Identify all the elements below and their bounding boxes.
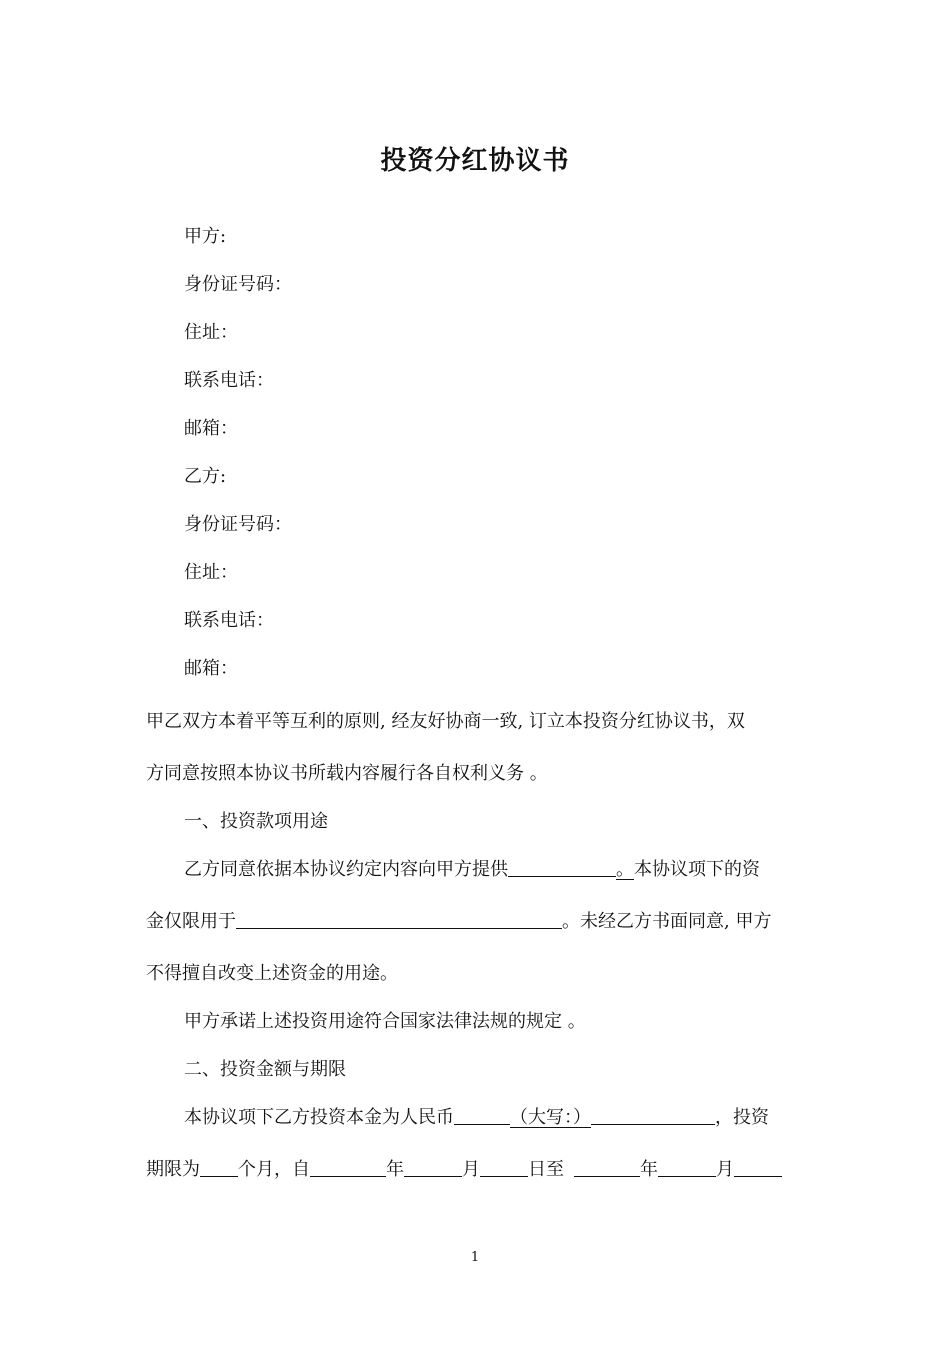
fill-blank-amount xyxy=(454,1106,510,1125)
fill-blank-amount-words xyxy=(591,1106,715,1125)
party-a-label: 甲方: xyxy=(184,226,227,247)
fill-blank-start-year xyxy=(310,1158,386,1177)
section-1-text: 。未经乙方书面同意, 甲方 xyxy=(562,911,772,932)
party-a-phone-field: 联系电话： xyxy=(184,370,274,391)
party-b-label: 乙方: xyxy=(184,466,227,487)
party-a-address-field: 住址： xyxy=(184,322,238,343)
section-1-paragraph-line-1 xyxy=(184,858,760,882)
section-2-text: 本协议项下乙方投资本金为人民币 xyxy=(184,1107,454,1128)
section-1-heading: 一、投资款项用途 xyxy=(184,811,328,832)
section-2-text: 日至 xyxy=(528,1159,564,1180)
section-1-text: 金仅限用于 xyxy=(146,911,236,932)
fill-blank-start-day xyxy=(480,1158,528,1177)
section-2-paragraph-line-1 xyxy=(184,1106,769,1130)
document-title: 投资分红协议书 xyxy=(380,146,570,176)
section-1-text: 乙方同意依据本协议约定内容向甲方提供 xyxy=(184,859,508,880)
section-2-text: 年 xyxy=(386,1159,404,1180)
section-1-paragraph-line-2 xyxy=(146,910,771,934)
fill-blank-funding xyxy=(508,858,616,877)
party-a-id-field: 身份证号码： xyxy=(184,274,292,295)
section-2-text: ，投资 xyxy=(715,1107,769,1128)
party-b-phone-field: 联系电话： xyxy=(184,610,274,631)
page-number: 1 xyxy=(470,1250,480,1265)
section-2-text: 月 xyxy=(462,1159,480,1180)
fill-blank-end-day xyxy=(734,1158,782,1177)
section-2-paragraph-line-2 xyxy=(146,1158,782,1182)
section-1-period: 。 xyxy=(616,859,634,880)
party-a-email-field: 邮箱： xyxy=(184,418,238,439)
preamble-line-2: 方同意按照本协议书所载内容履行各自权利义务 。 xyxy=(146,763,548,784)
party-b-email-field: 邮箱： xyxy=(184,658,238,679)
fill-blank-end-month xyxy=(658,1158,716,1177)
preamble-line-1: 甲乙双方本着平等互利的原则, 经友好协商一致, 订立本投资分红协议书，双 xyxy=(146,711,745,732)
section-1-paragraph-line-3: 不得擅自改变上述资金的用途。 xyxy=(146,963,398,984)
section-2-heading: 二、投资金额与期限 xyxy=(184,1059,346,1080)
section-2-text: 期限为 xyxy=(146,1159,200,1180)
section-2-text: 个月，自 xyxy=(238,1159,310,1180)
section-1-text: 本协议项下的资 xyxy=(634,859,760,880)
section-2-text: 月 xyxy=(716,1159,734,1180)
party-b-address-field: 住址： xyxy=(184,562,238,583)
section-2-capital-amount: （大写：） xyxy=(510,1107,591,1128)
fill-blank-months xyxy=(200,1158,238,1177)
party-b-id-field: 身份证号码： xyxy=(184,514,292,535)
fill-blank-start-month xyxy=(404,1158,462,1177)
section-1-commitment: 甲方承诺上述投资用途符合国家法律法规的规定 。 xyxy=(184,1011,586,1032)
section-2-text: 年 xyxy=(640,1159,658,1180)
fill-blank-end-year xyxy=(574,1158,640,1177)
fill-blank-usage xyxy=(236,910,562,929)
